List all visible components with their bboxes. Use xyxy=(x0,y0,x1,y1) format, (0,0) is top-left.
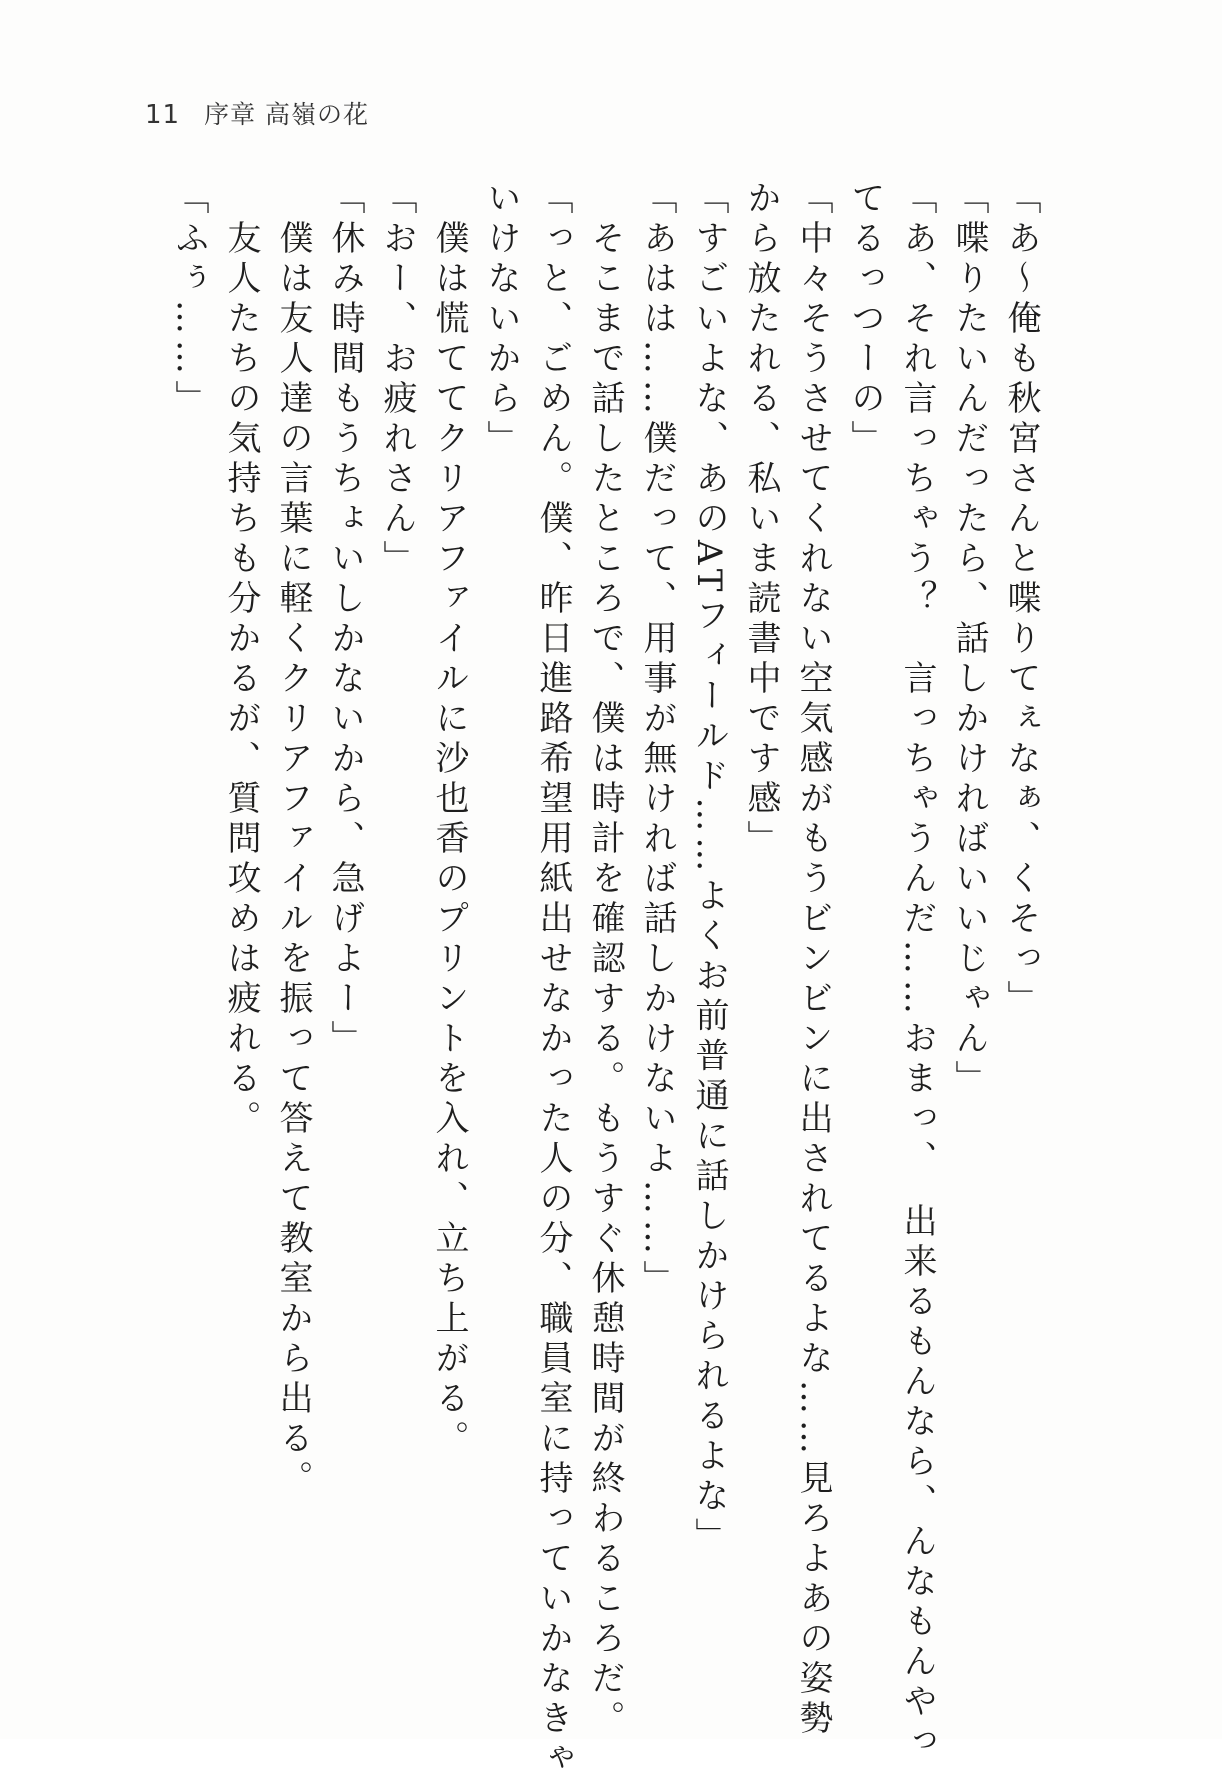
text-line: 「おー、お疲れさん」 xyxy=(377,180,417,580)
text-line: 「休み時間もうちょいしかないから、急げよー」 xyxy=(325,180,365,1060)
page-number: 11 xyxy=(145,100,181,130)
text-line: 「喋りたいんだったら、話しかければいいじゃん」 xyxy=(949,180,989,1100)
text-line: 僕は友人達の言葉に軽くクリアファイルを振って答えて教室から出る。 xyxy=(273,180,313,1500)
text-line: 「中々そうさせてくれない空気感がもうビンビンに出されてるよな……見ろよあの姿勢 xyxy=(793,180,833,1740)
text-line: 「あはは……僕だって、用事が無ければ話しかけないよ……」 xyxy=(637,180,677,1300)
text-line: 「あ、それ言っちゃう？ 言っちゃうんだ……おまっ、 出来るもんなら、んなもんやっ xyxy=(897,180,937,1763)
text-line: てるっつーの」 xyxy=(845,180,885,460)
text-line: そこまで話したところで、僕は時計を確認する。もうすぐ休憩時間が終わるころだ。 xyxy=(585,180,625,1740)
text-line: から放たれる、私いま読書中です感」 xyxy=(741,180,781,860)
chapter-title: 序章 高嶺の花 xyxy=(204,100,370,129)
text-line: 「すごいよな、あのATフィールド……よくお前普通に話しかけられるよな」 xyxy=(689,180,729,1558)
text-line: いけないから」 xyxy=(481,180,521,460)
text-line: 「ふぅ……」 xyxy=(169,180,209,420)
text-line: 「っと、ごめん。僕、昨日進路希望用紙出せなかった人の分、職員室に持っていかなきゃ xyxy=(533,180,573,1780)
vertical-body-text xyxy=(163,180,1047,1780)
text-line: 僕は慌ててクリアファイルに沙也香のプリントを入れ、立ち上がる。 xyxy=(429,180,469,1460)
running-header xyxy=(145,95,369,131)
text-line: 「あ〜俺も秋宮さんと喋りてぇなぁ、くそっ」 xyxy=(1001,180,1041,1020)
text-line: 友人たちの気持ちも分かるが、質問攻めは疲れる。 xyxy=(221,180,261,1140)
